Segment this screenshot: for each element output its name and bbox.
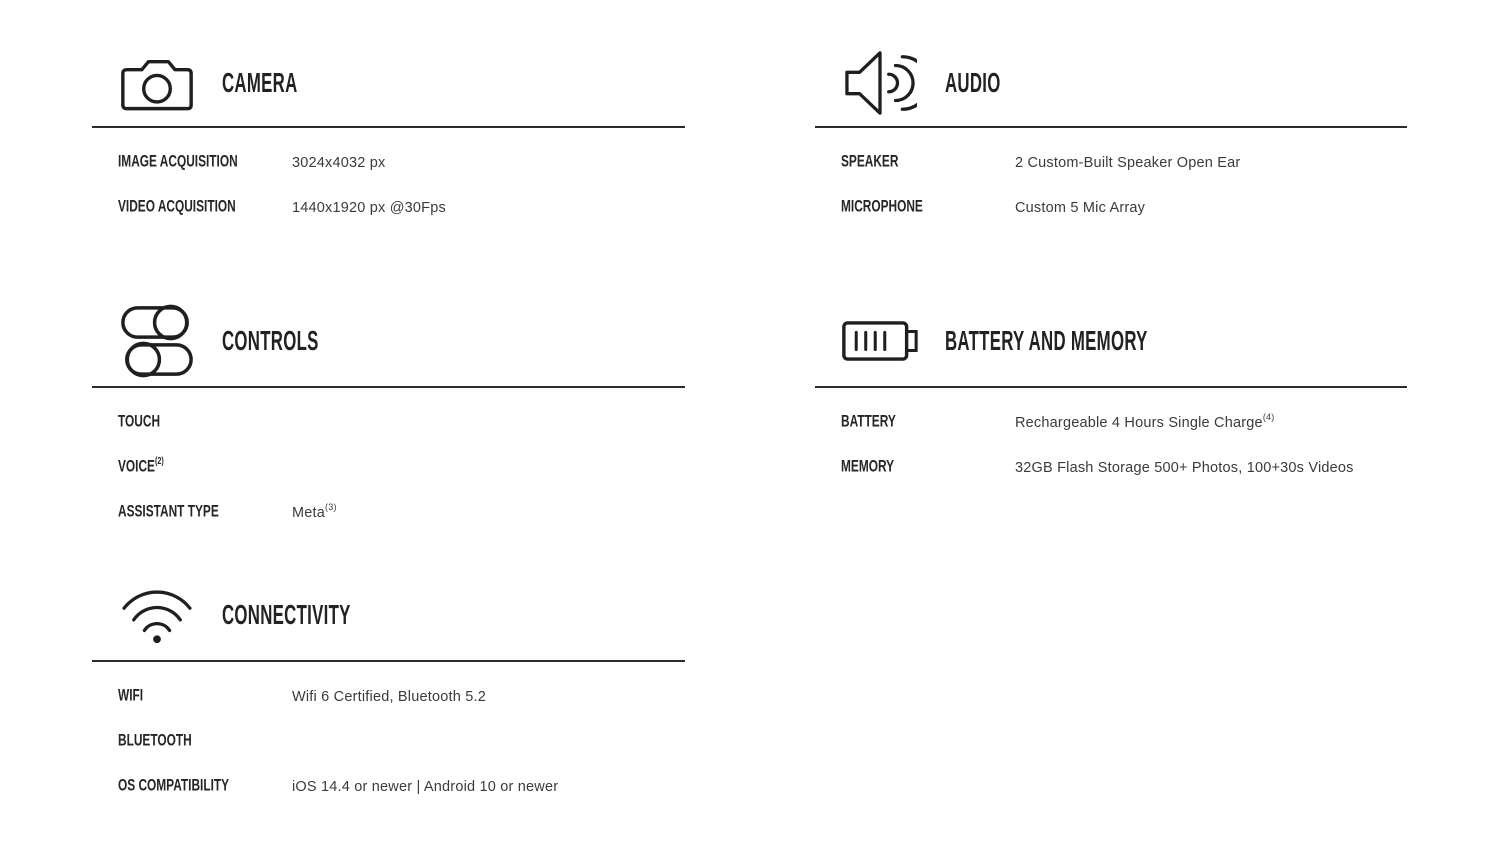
spec-row — [92, 139, 685, 184]
spec-section-battery-memory — [815, 295, 1407, 489]
section-header — [815, 40, 1407, 128]
spec-row — [92, 184, 685, 229]
spec-rows — [815, 128, 1407, 229]
spec-rows — [92, 662, 685, 808]
spec-row — [815, 139, 1407, 184]
spec-value: 3024x4032 px — [292, 154, 386, 171]
spec-value: 2 Custom-Built Speaker Open Ear — [1015, 154, 1241, 171]
spec-row — [92, 763, 685, 808]
spec-section-connectivity — [92, 570, 685, 808]
spec-row — [815, 444, 1407, 489]
spec-row — [92, 673, 685, 718]
spec-row — [92, 399, 685, 444]
spec-label: IMAGE ACQUISITION — [118, 152, 238, 171]
spec-value: Custom 5 Mic Array — [1015, 199, 1146, 216]
spec-section-camera — [92, 40, 685, 229]
spec-label: TOUCH — [118, 412, 161, 431]
section-header — [92, 295, 685, 388]
spec-label: BLUETOOTH — [118, 731, 192, 750]
section-header — [92, 570, 685, 662]
section-title: CONNECTIVITY — [222, 599, 351, 630]
spec-label: VOICE$^{(2)}$ — [118, 455, 164, 476]
spec-label: OS COMPATIBILITY — [118, 776, 230, 795]
spec-row — [815, 399, 1407, 444]
spec-row — [92, 489, 685, 534]
toggle-switches-icon — [118, 303, 196, 379]
section-title: AUDIO — [945, 67, 1001, 98]
spec-section-audio — [815, 40, 1407, 229]
spec-value: 32GB Flash Storage 500+ Photos, 100+30s Videos — [1015, 459, 1354, 476]
spec-label: ASSISTANT TYPE — [118, 502, 219, 521]
spec-label: VIDEO ACQUISITION — [118, 197, 236, 216]
battery-icon — [841, 316, 919, 366]
spec-label: MEMORY — [841, 457, 895, 476]
spec-label: WIFI — [118, 686, 144, 705]
spec-value: Meta$^{(3)}$ — [292, 501, 337, 521]
spec-value: iOS 14.4 or newer | Android 10 or newer — [292, 778, 559, 795]
spec-label: MICROPHONE — [841, 197, 923, 216]
section-title: BATTERY AND MEMORY — [945, 324, 1148, 356]
camera-icon — [118, 55, 196, 111]
spec-value: 1440x1920 px @30Fps — [292, 199, 446, 216]
section-title: CONTROLS — [222, 324, 319, 356]
spec-label: SPEAKER — [841, 152, 899, 171]
spec-row — [92, 444, 685, 489]
section-header — [92, 40, 685, 128]
spec-section-controls — [92, 295, 685, 534]
spec-label: BATTERY — [841, 412, 896, 431]
section-header — [815, 295, 1407, 388]
spec-rows — [92, 128, 685, 229]
spec-rows — [815, 388, 1407, 489]
spec-value: Rechargeable 4 Hours Single Charge$^{(4)}$ — [1015, 411, 1275, 431]
wifi-icon — [118, 584, 196, 646]
spec-value: Wifi 6 Certified, Bluetooth 5.2 — [292, 688, 486, 705]
spec-row — [92, 718, 685, 763]
speaker-icon — [841, 48, 919, 118]
spec-row — [815, 184, 1407, 229]
spec-rows — [92, 388, 685, 534]
section-title: CAMERA — [222, 67, 298, 98]
